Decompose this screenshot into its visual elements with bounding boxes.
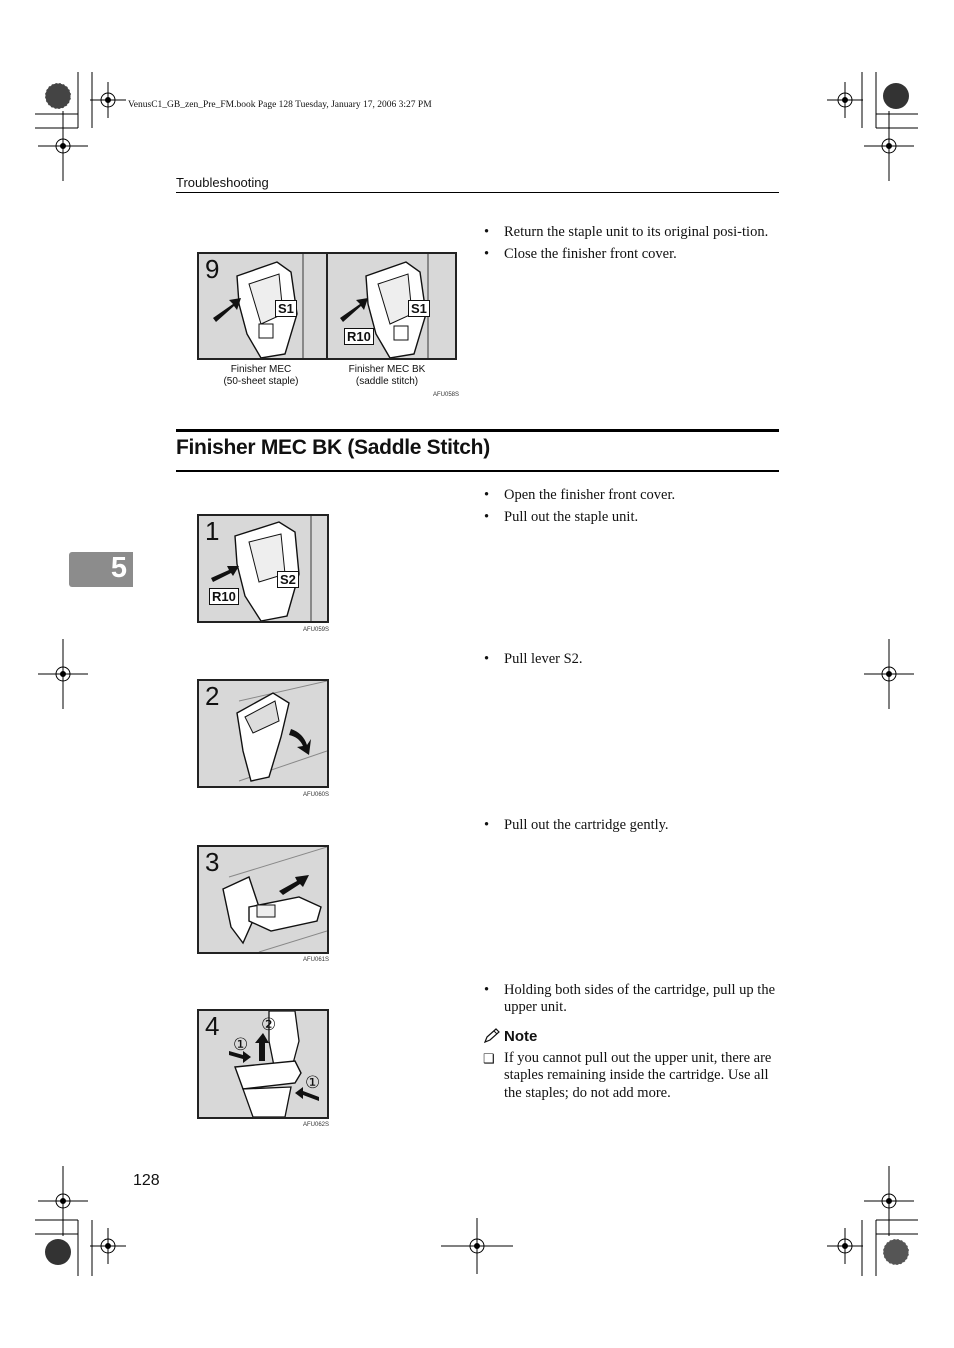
figure-code: AFU062S — [303, 1122, 330, 1128]
figure-step-4 — [197, 1009, 329, 1119]
checkbox-icon: ❑ — [483, 1051, 495, 1066]
figure-step-9-right — [326, 252, 457, 360]
step-3-bullets — [481, 817, 776, 839]
caption-left-line2: (50-sheet staple) — [223, 376, 299, 387]
step-4-bullets — [481, 982, 776, 1021]
label-s1: S1 — [275, 300, 297, 317]
caption-right — [331, 364, 443, 388]
bullet-item: • Pull lever S2. — [481, 651, 776, 668]
running-head: Troubleshooting — [176, 175, 269, 190]
note-text: If you cannot pull out the upper unit, there are staples remaining inside the cartridge. Use all the staples; do not add more. — [504, 1050, 772, 1101]
bullet-item: • Return the staple unit to its original posi-tion. — [481, 224, 776, 241]
bullet-item: • Close the finisher front cover. — [481, 246, 776, 263]
section-rule-bottom — [176, 470, 779, 472]
cartridge-illustration — [199, 847, 327, 952]
header-rule — [176, 192, 779, 193]
marker-2: ② — [261, 1015, 277, 1034]
marker-1: ① — [305, 1073, 321, 1092]
label-s1: S1 — [408, 300, 430, 317]
step-number: 2 — [205, 681, 220, 711]
section-rule-top — [176, 429, 779, 432]
top-bullets — [481, 224, 776, 268]
section-title: Finisher MEC BK (Saddle Stitch) — [176, 436, 490, 459]
step-number: 9 — [205, 254, 220, 284]
step-number: 1 — [205, 516, 220, 546]
step-number: 4 — [205, 1011, 220, 1041]
label-s2: S2 — [277, 571, 299, 588]
bullet-item: • Open the finisher front cover. — [481, 487, 776, 504]
figure-code: AFU058S — [433, 392, 460, 398]
figure-step-9-left — [197, 252, 328, 360]
chapter-tab — [69, 552, 133, 587]
bullet-item: • Pull out the cartridge gently. — [481, 817, 776, 834]
marker-1: ① — [233, 1035, 249, 1054]
bullet-item: • Pull out the staple unit. — [481, 509, 776, 526]
caption-left — [205, 364, 317, 388]
step-number: 3 — [205, 847, 220, 877]
figure-step-1 — [197, 514, 329, 623]
figure-step-3 — [197, 845, 329, 954]
caption-left-line1: Finisher MEC — [230, 364, 292, 375]
figure-code: AFU061S — [303, 957, 330, 963]
staple-unit-illustration — [199, 516, 327, 621]
print-header: VenusC1_GB_zen_Pre_FM.book Page 128 Tuesday, January 17, 2006 3:27 PM — [128, 100, 432, 110]
figure-code: AFU059S — [303, 627, 330, 633]
step-1-bullets — [481, 487, 776, 531]
page-number: 128 — [133, 1172, 160, 1189]
figure-step-2 — [197, 679, 329, 788]
staple-unit-illustration — [199, 254, 326, 358]
label-r10: R10 — [209, 588, 239, 605]
label-r10: R10 — [344, 328, 374, 345]
chapter-tab-number: 5 — [110, 552, 127, 584]
bullet-item: • Holding both sides of the cartridge, pull up the upper unit. — [481, 982, 776, 1016]
step-2-bullets — [481, 651, 776, 673]
lever-illustration — [199, 681, 327, 786]
caption-right-line2: (saddle stitch) — [355, 376, 419, 387]
note-title: Note — [504, 1028, 538, 1045]
caption-right-line1: Finisher MEC BK — [348, 364, 426, 375]
figure-code: AFU060S — [303, 792, 330, 798]
pencil-icon — [483, 1028, 501, 1044]
